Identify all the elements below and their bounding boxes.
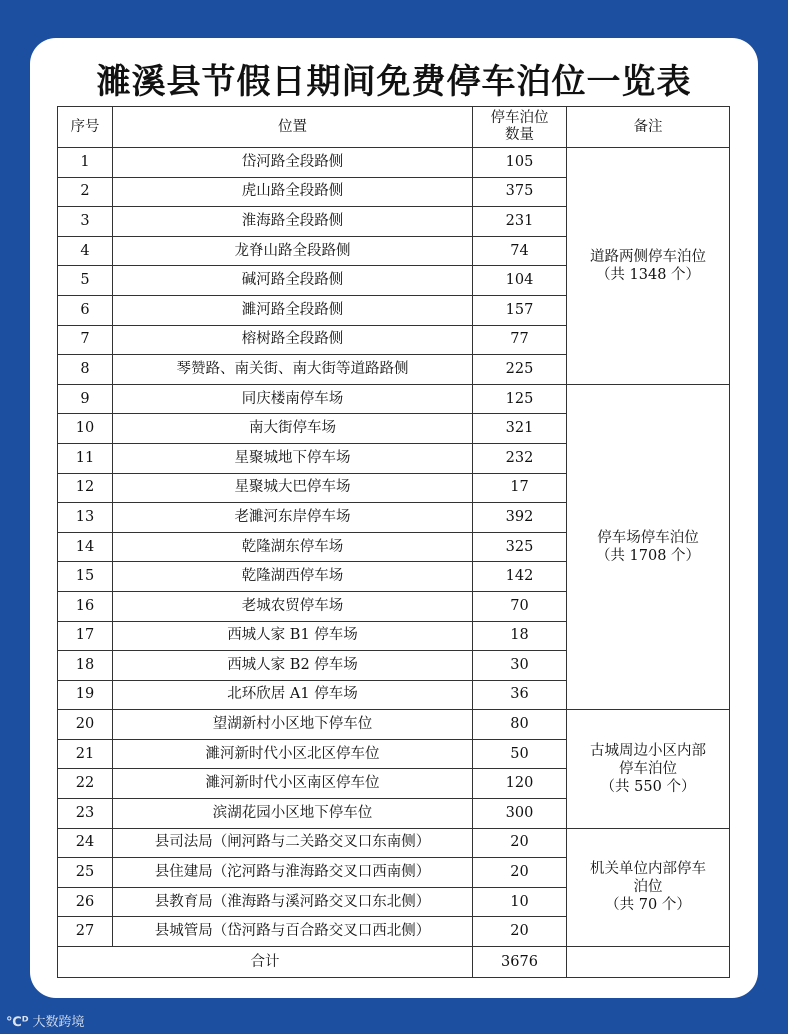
- row-location: 望湖新村小区地下停车位: [113, 710, 473, 740]
- row-location: 北环欣居 A1 停车场: [113, 680, 473, 710]
- row-count: 375: [473, 177, 567, 207]
- row-index: 5: [58, 266, 113, 296]
- row-index: 8: [58, 355, 113, 385]
- row-index: 3: [58, 207, 113, 237]
- row-count: 80: [473, 710, 567, 740]
- group-note-line3: （共 70 个）: [605, 897, 691, 914]
- row-count: 142: [473, 562, 567, 592]
- header-index: 序号: [58, 107, 113, 148]
- watermark: [6, 1011, 85, 1030]
- row-location: 县教育局（淮海路与溪河路交叉口东北侧）: [113, 887, 473, 917]
- row-location: 濉河路全段路侧: [113, 295, 473, 325]
- row-index: 12: [58, 473, 113, 503]
- group-note-line3: （共 550 个）: [600, 778, 696, 795]
- row-index: 9: [58, 384, 113, 414]
- row-index: 20: [58, 710, 113, 740]
- group-note-line2: 停车泊位: [619, 760, 677, 777]
- row-count: 225: [473, 355, 567, 385]
- row-count: 77: [473, 325, 567, 355]
- total-note: [567, 947, 730, 978]
- group-note-line1: 机关单位内部停车: [590, 861, 706, 878]
- group-note-line1: 停车场停车泊位: [597, 530, 699, 547]
- group-note-line1: 古城周边小区内部: [590, 742, 706, 759]
- row-location: 淮海路全段路侧: [113, 207, 473, 237]
- parking-table: [57, 106, 730, 978]
- row-location: 老濉河东岸停车场: [113, 503, 473, 533]
- group-note: [567, 828, 730, 946]
- row-count: 30: [473, 651, 567, 681]
- row-index: 18: [58, 651, 113, 681]
- row-index: 23: [58, 799, 113, 829]
- group-note-line1: 道路两侧停车泊位: [590, 248, 706, 265]
- row-count: 20: [473, 858, 567, 888]
- row-count: 120: [473, 769, 567, 799]
- row-count: 232: [473, 443, 567, 473]
- table-row: [58, 148, 730, 178]
- row-index: 21: [58, 739, 113, 769]
- row-count: 74: [473, 236, 567, 266]
- row-index: 19: [58, 680, 113, 710]
- row-index: 25: [58, 858, 113, 888]
- row-location: 老城农贸停车场: [113, 591, 473, 621]
- row-location: 龙脊山路全段路侧: [113, 236, 473, 266]
- row-index: 13: [58, 503, 113, 533]
- row-index: 26: [58, 887, 113, 917]
- row-count: 104: [473, 266, 567, 296]
- table-row: [58, 828, 730, 858]
- row-index: 2: [58, 177, 113, 207]
- header-count: [473, 107, 567, 148]
- page-title: 濉溪县节假日期间免费停车泊位一览表: [96, 62, 692, 102]
- header-location: 位置: [113, 107, 473, 148]
- header-count-line1: 停车泊位: [490, 110, 549, 126]
- row-location: 县住建局（沱河路与淮海路交叉口西南侧）: [113, 858, 473, 888]
- group-note: [567, 148, 730, 385]
- group-note-line2: （共 1708 个）: [595, 548, 701, 565]
- row-count: 300: [473, 799, 567, 829]
- row-index: 1: [58, 148, 113, 178]
- row-count: 70: [473, 591, 567, 621]
- row-location: 乾隆湖西停车场: [113, 562, 473, 592]
- row-index: 11: [58, 443, 113, 473]
- row-location: 西城人家 B2 停车场: [113, 651, 473, 681]
- row-index: 10: [58, 414, 113, 444]
- row-location: 同庆楼南停车场: [113, 384, 473, 414]
- group-note-line2: 泊位: [633, 879, 663, 896]
- row-count: 18: [473, 621, 567, 651]
- total-value: 3676: [473, 947, 567, 978]
- row-index: 22: [58, 769, 113, 799]
- watermark-text: 大数跨境: [32, 1015, 85, 1030]
- row-location: 西城人家 B1 停车场: [113, 621, 473, 651]
- row-index: 17: [58, 621, 113, 651]
- row-location: 榕树路全段路侧: [113, 325, 473, 355]
- row-location: 县城管局（岱河路与百合路交叉口西北侧）: [113, 917, 473, 947]
- row-location: 濉河新时代小区南区停车位: [113, 769, 473, 799]
- row-location: 县司法局（闸河路与二关路交叉口东南侧）: [113, 828, 473, 858]
- row-index: 6: [58, 295, 113, 325]
- row-index: 14: [58, 532, 113, 562]
- row-count: 321: [473, 414, 567, 444]
- table-row: [58, 384, 730, 414]
- row-location: 滨湖花园小区地下停车位: [113, 799, 473, 829]
- row-index: 7: [58, 325, 113, 355]
- row-location: 碱河路全段路侧: [113, 266, 473, 296]
- row-count: 392: [473, 503, 567, 533]
- notice-card: [30, 38, 758, 998]
- table-header-row: [58, 107, 730, 148]
- row-count: 10: [473, 887, 567, 917]
- row-location: 南大街停车场: [113, 414, 473, 444]
- row-index: 27: [58, 917, 113, 947]
- group-note: [567, 710, 730, 828]
- row-count: 17: [473, 473, 567, 503]
- row-location: 乾隆湖东停车场: [113, 532, 473, 562]
- row-location: 虎山路全段路侧: [113, 177, 473, 207]
- watermark-logo: ℃ᴰ: [6, 1015, 29, 1030]
- row-count: 20: [473, 828, 567, 858]
- row-index: 4: [58, 236, 113, 266]
- row-index: 16: [58, 591, 113, 621]
- row-count: 50: [473, 739, 567, 769]
- row-location: 琴赞路、南关街、南大街等道路路侧: [113, 355, 473, 385]
- row-location: 星聚城地下停车场: [113, 443, 473, 473]
- row-count: 125: [473, 384, 567, 414]
- group-note: [567, 384, 730, 710]
- row-count: 325: [473, 532, 567, 562]
- total-row: [58, 947, 730, 978]
- row-index: 15: [58, 562, 113, 592]
- row-index: 24: [58, 828, 113, 858]
- header-note: 备注: [567, 107, 730, 148]
- header-count-line2: 数量: [505, 127, 534, 143]
- row-count: 157: [473, 295, 567, 325]
- row-location: 星聚城大巴停车场: [113, 473, 473, 503]
- group-note-line2: （共 1348 个）: [595, 266, 701, 283]
- row-location: 岱河路全段路侧: [113, 148, 473, 178]
- row-count: 20: [473, 917, 567, 947]
- row-count: 105: [473, 148, 567, 178]
- row-count: 231: [473, 207, 567, 237]
- total-label: 合计: [58, 947, 473, 978]
- table-row: [58, 710, 730, 740]
- row-count: 36: [473, 680, 567, 710]
- row-location: 濉河新时代小区北区停车位: [113, 739, 473, 769]
